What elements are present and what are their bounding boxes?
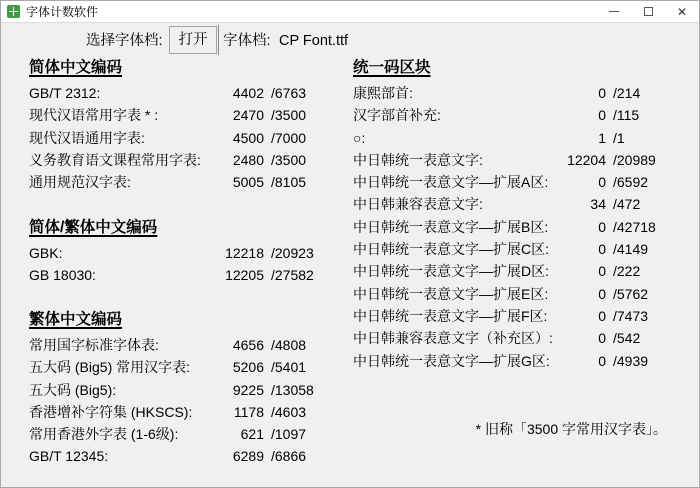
table-row (29, 264, 329, 286)
row-count: 0 (598, 352, 606, 369)
row-label: 五大码 (Big5) 常用汉字表: (29, 359, 191, 376)
font-file-value: CP Font.ttf (279, 33, 349, 49)
row-label: 中日韩统一表意文字—扩展F区: (353, 307, 548, 324)
row-label: 康熙部首: (353, 85, 413, 101)
row-total: /222 (613, 263, 641, 280)
minimize-button[interactable] (597, 1, 631, 22)
row-total: /6592 (613, 174, 649, 191)
close-icon: ✕ (676, 4, 688, 19)
row-total: /542 (613, 330, 641, 347)
row-label: 常用香港外字表 (1-6级): (29, 426, 179, 443)
row-count: 0 (598, 218, 606, 235)
section-unicode-blocks (353, 58, 675, 372)
row-total: /20989 (613, 151, 656, 168)
titlebar (1, 1, 699, 23)
close-button[interactable] (665, 1, 699, 22)
section-traditional-encodings (29, 310, 329, 468)
row-label: 义务教育语文课程常用字表: (29, 151, 201, 168)
table-row (353, 327, 675, 349)
row-total: /4149 (613, 241, 649, 258)
row-total: /4939 (613, 352, 649, 369)
row-label: 香港增补字符集 (HKSCS): (29, 403, 193, 420)
table-row (29, 242, 329, 264)
table-row (29, 127, 329, 149)
row-label: GBK: (29, 245, 63, 261)
row-total: /6763 (271, 85, 307, 101)
table-row (29, 423, 329, 445)
row-label: 中日韩统一表意文字—扩展E区: (353, 285, 549, 302)
row-total: /8105 (271, 174, 307, 191)
row-total: /472 (613, 196, 641, 213)
table-row (29, 82, 329, 104)
row-total: /7000 (271, 129, 307, 146)
table-row (353, 104, 675, 126)
table-row (353, 260, 675, 282)
table-row (353, 127, 675, 149)
row-label: 中日韩兼容表意文字: (353, 196, 483, 213)
row-total: /6866 (271, 448, 307, 465)
row-total: /5762 (613, 285, 649, 302)
row-label: 中日韩统一表意文字—扩展G区: (353, 352, 550, 369)
table-row (353, 216, 675, 238)
row-count: 5206 (232, 359, 264, 376)
row-label: 中日韩兼容表意文字（补充区）: (353, 330, 553, 347)
section-header: 简体中文编码 (29, 59, 123, 76)
table-row (29, 401, 329, 423)
row-count: 12204 (567, 151, 606, 168)
row-count: 2480 (232, 151, 264, 168)
row-label: 通用规范汉字表: (29, 174, 131, 191)
row-count: 0 (598, 107, 606, 124)
row-count: 0 (598, 330, 606, 347)
table-row (29, 104, 329, 126)
maximize-button[interactable] (631, 1, 665, 22)
table-row (29, 445, 329, 467)
row-total: /4603 (271, 403, 307, 420)
select-font-label: 选择字体档: (86, 33, 163, 49)
table-row (29, 356, 329, 378)
row-count: 4656 (232, 337, 264, 353)
row-label: 中日韩统一表意文字—扩展D区: (353, 263, 549, 280)
table-row (29, 171, 329, 193)
row-count: 34 (590, 196, 606, 213)
row-count: 0 (598, 263, 606, 280)
row-label: 中日韩统一表意文字—扩展A区: (353, 174, 549, 191)
footnote: * 旧称「3500 字常用汉字表」。 (475, 421, 667, 437)
row-total: /214 (613, 85, 641, 101)
row-count: 2470 (232, 107, 264, 124)
row-label: 中日韩统一表意文字: (353, 151, 483, 168)
table-row (353, 283, 675, 305)
row-count: 4402 (232, 85, 264, 101)
row-count: 9225 (232, 381, 264, 398)
row-total: /7473 (613, 307, 649, 324)
row-count: 12205 (225, 267, 264, 284)
row-count: 6289 (232, 448, 264, 465)
row-label: 汉字部首补充: (353, 107, 441, 124)
table-row (29, 149, 329, 171)
row-label: 五大码 (Big5): (29, 381, 117, 398)
row-total: /13058 (271, 381, 314, 398)
row-label: 中日韩统一表意文字—扩展B区: (353, 218, 549, 235)
row-count: 1178 (233, 403, 264, 420)
table-row (353, 149, 675, 171)
row-count: 12218 (225, 245, 264, 261)
window-title: 字体计数软件 (26, 4, 99, 19)
row-count: 0 (598, 174, 606, 191)
maximize-icon (644, 7, 653, 16)
minimize-icon (609, 11, 619, 12)
row-label: GB 18030: (29, 267, 96, 284)
row-total: /4808 (271, 337, 307, 353)
row-total: /5401 (271, 359, 307, 376)
section-header: 统一码区块 (353, 59, 431, 76)
row-label: 常用国字标准字体表: (29, 337, 159, 353)
table-row (353, 193, 675, 215)
table-row (353, 238, 675, 260)
font-file-label: 字体档: (223, 33, 271, 49)
row-count: 1 (598, 129, 606, 146)
row-total: /42718 (613, 218, 656, 235)
row-total: /3500 (271, 107, 307, 124)
row-count: 5005 (232, 174, 264, 191)
window-controls (597, 1, 699, 22)
row-count: 4500 (232, 129, 264, 146)
row-count: 621 (240, 426, 264, 443)
row-count: 0 (598, 241, 606, 258)
table-row (353, 305, 675, 327)
table-row (29, 334, 329, 356)
row-label: GB/T 2312: (29, 85, 101, 101)
table-row (353, 82, 675, 104)
section-simp-trad-encodings (29, 218, 329, 287)
row-label: 中日韩统一表意文字—扩展C区: (353, 241, 549, 258)
row-label: ○: (353, 129, 366, 146)
section-header: 繁体中文编码 (29, 311, 123, 328)
row-total: /1 (613, 129, 625, 146)
row-total: /1097 (271, 426, 307, 443)
app-icon (7, 5, 20, 18)
row-label: 现代汉语通用字表: (29, 129, 145, 146)
row-label: 现代汉语常用字表 * : (29, 107, 159, 124)
section-simplified-encodings (29, 58, 329, 193)
row-count: 0 (598, 85, 606, 101)
row-total: /3500 (271, 151, 307, 168)
row-total: /20923 (271, 245, 314, 261)
row-total: /27582 (271, 267, 314, 284)
table-row (353, 171, 675, 193)
row-count: 0 (598, 307, 606, 324)
section-header: 简体/繁体中文编码 (29, 219, 158, 236)
row-count: 0 (598, 285, 606, 302)
row-total: /115 (613, 107, 640, 124)
table-row (29, 379, 329, 401)
row-label: GB/T 12345: (29, 448, 109, 465)
table-row (353, 350, 675, 372)
toolbar-separator (218, 25, 219, 55)
open-button[interactable]: 打开 (169, 26, 217, 54)
